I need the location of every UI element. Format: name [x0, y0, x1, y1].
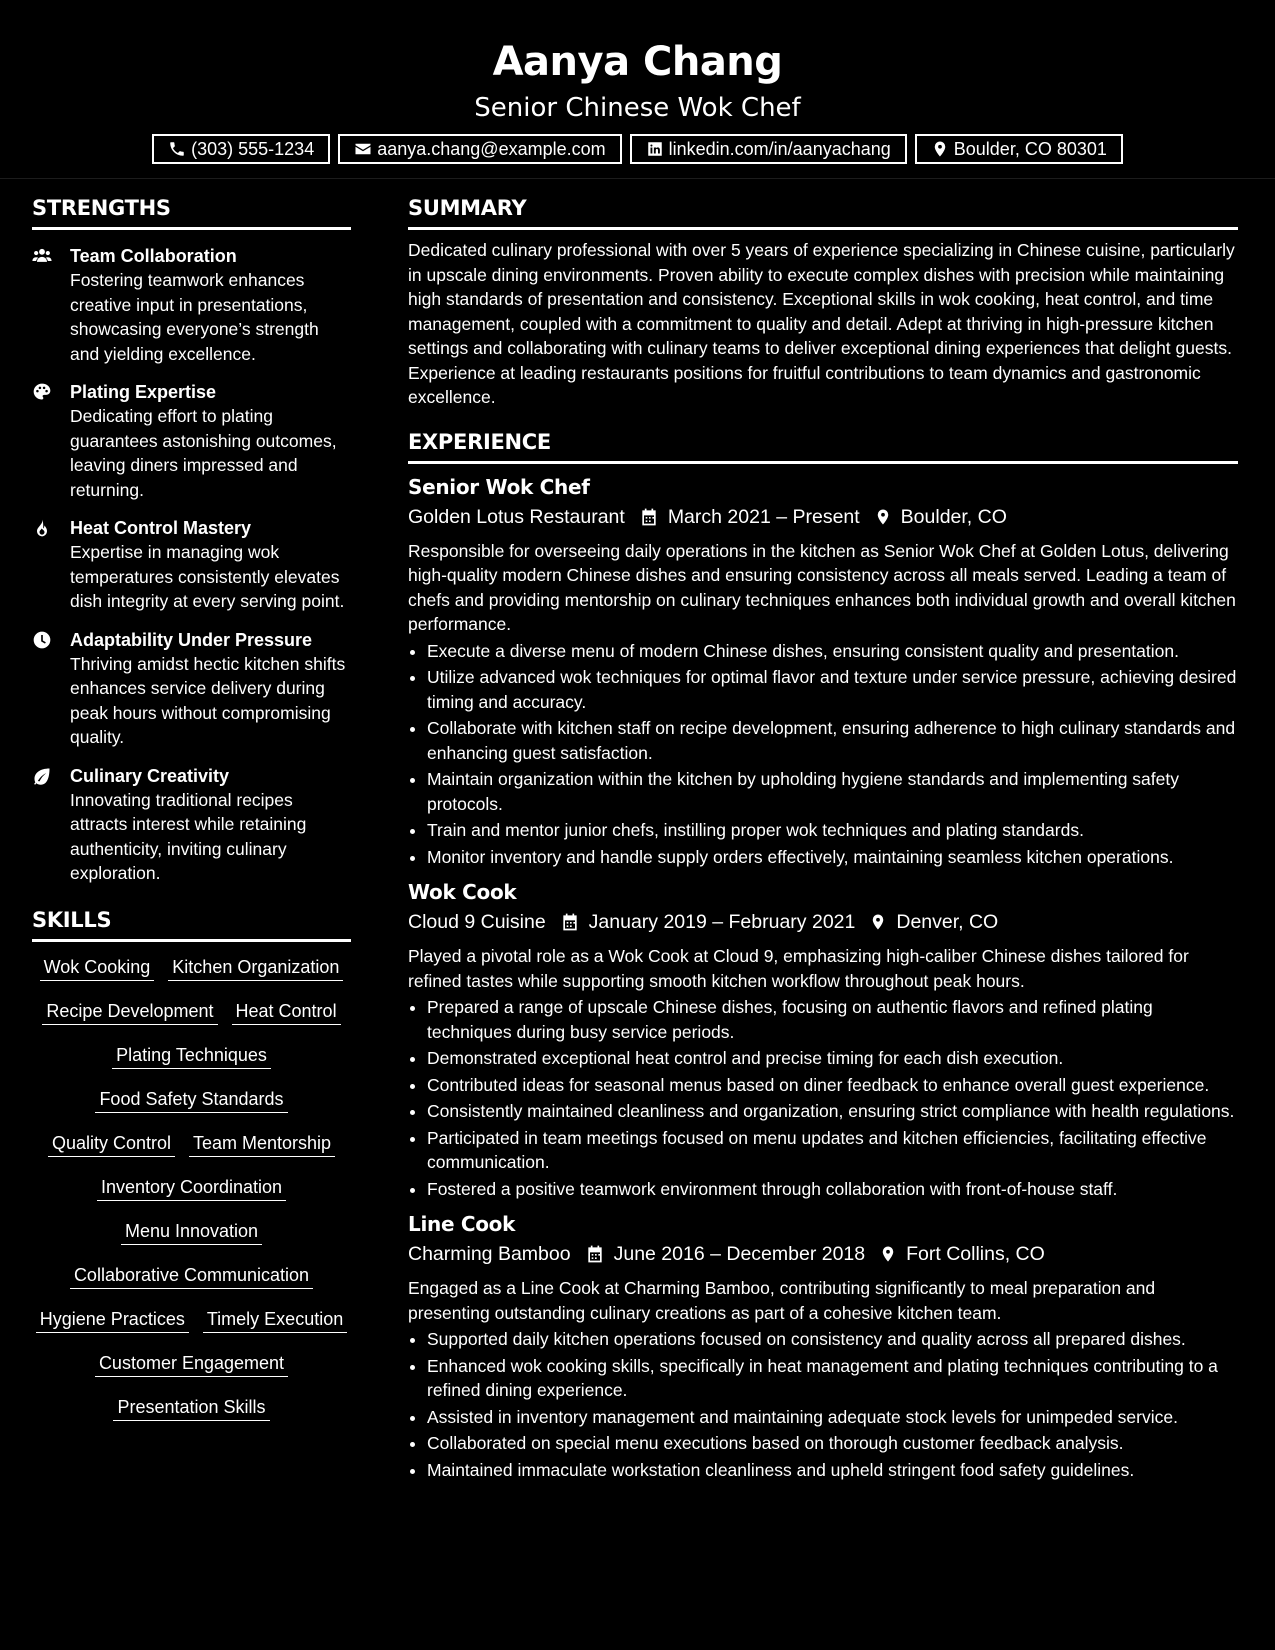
job-title: Line Cook — [408, 1212, 516, 1236]
job-description: Engaged as a Line Cook at Charming Bamboo, contributing significantly to meal preparation and presenting outstanding culinary creations as part of a cohesive kitchen team. — [408, 1278, 1156, 1323]
strength-item — [32, 764, 351, 886]
job-bullet: • Maintain organization within the kitchen by upholding hygiene standards and implementing safety protocols. — [427, 767, 1238, 816]
contact-email[interactable] — [338, 134, 621, 164]
skill-tag: Presentation Skills — [113, 1396, 269, 1421]
map-marker-icon — [869, 912, 887, 932]
job-bullets — [408, 1327, 1238, 1482]
skill-tag: Timely Execution — [203, 1308, 347, 1333]
strength-title: Culinary Creativity — [70, 765, 230, 786]
clock-icon — [32, 630, 52, 650]
skills-heading: SKILLS — [32, 910, 351, 942]
phone-icon — [168, 140, 186, 158]
candidate-name: Aanya Chang — [492, 39, 783, 85]
skill-tag: Food Safety Standards — [95, 1088, 287, 1113]
job-entry — [408, 879, 1238, 1201]
contact-linkedin[interactable] — [630, 134, 907, 164]
job-location: Fort Collins, CO — [906, 1243, 1045, 1265]
experience-heading: EXPERIENCE — [408, 432, 1238, 464]
job-bullet: • Prepared a range of upscale Chinese dishes, focusing on authentic flavors and refined plating techniques during busy service periods. — [427, 995, 1238, 1044]
job-bullet: • Enhanced wok cooking skills, specifically in heat management and plating techniques contributing to a refined dining experience. — [427, 1354, 1238, 1403]
job-bullet: • Execute a diverse menu of modern Chinese dishes, ensuring consistent quality and presentation. — [427, 639, 1238, 664]
summary-heading: SUMMARY — [408, 198, 1238, 230]
job-meta — [408, 1240, 1238, 1268]
left-column — [32, 198, 351, 1421]
location-text: Boulder, CO 80301 — [953, 138, 1107, 159]
job-meta — [408, 503, 1238, 531]
strength-desc: Fostering teamwork enhances creative input in presentations, showcasing everyone’s strength and yielding excellence. — [70, 270, 319, 364]
job-bullet: • Monitor inventory and handle supply orders effectively, maintaining seamless kitchen operations. — [427, 845, 1238, 870]
resume-header — [0, 0, 1275, 179]
strength-item — [32, 628, 351, 750]
job-bullet: • Participated in team meetings focused on menu updates and kitchen efficiencies, facilitating effective communication. — [427, 1126, 1238, 1175]
skill-tag: Collaborative Communication — [70, 1264, 313, 1289]
calendar-icon — [639, 507, 659, 527]
strength-title: Plating Expertise — [70, 382, 217, 402]
map-marker-icon — [931, 140, 949, 158]
job-location: Denver, CO — [896, 911, 999, 933]
email-text: aanya.chang@example.com — [377, 138, 606, 159]
contact-phone[interactable] — [152, 134, 330, 164]
job-bullet: • Consistently maintained cleanliness and organization, ensuring strict compliance with health regulations. — [427, 1099, 1238, 1124]
users-icon — [32, 246, 52, 266]
job-bullet: • Assisted in inventory management and maintaining adequate stock levels for unimpeded service. — [427, 1405, 1238, 1430]
palette-icon — [32, 382, 52, 402]
skill-tag: Quality Control — [48, 1132, 175, 1157]
skill-tag: Kitchen Organization — [168, 956, 343, 981]
job-company: Charming Bamboo — [408, 1243, 571, 1265]
contact-location[interactable] — [915, 134, 1123, 164]
job-bullet: • Supported daily kitchen operations focused on consistency and quality across all prepared dishes. — [427, 1327, 1238, 1352]
job-entry — [408, 1211, 1238, 1482]
strength-title: Adaptability Under Pressure — [70, 629, 313, 650]
linkedin-icon — [646, 140, 664, 158]
job-bullet: • Utilize advanced wok techniques for optimal flavor and texture under service pressure, achieving desired timing and accuracy. — [427, 665, 1238, 714]
strengths-list — [32, 244, 351, 886]
fire-icon — [32, 518, 52, 538]
job-bullets — [408, 639, 1238, 870]
job-bullets — [408, 995, 1238, 1201]
job-company: Golden Lotus Restaurant — [408, 505, 625, 528]
leaf-icon — [32, 766, 52, 786]
strength-title: Team Collaboration — [70, 246, 237, 266]
strength-item — [32, 516, 351, 614]
skill-tag: Team Mentorship — [189, 1132, 335, 1157]
strength-item — [32, 380, 351, 502]
job-description: Responsible for overseeing daily operations in the kitchen as Senior Wok Chef at Golden Lotus, delivering high-quality modern Chinese dishes and ensuring consistency across all meals served. Leading a team of chefs and providing mentorship on culinary techniques enhances both individual growth and overall kitchen performance. — [408, 540, 1236, 634]
skill-tag: Heat Control — [232, 1000, 341, 1025]
job-dates: June 2016 – December 2018 — [613, 1243, 866, 1265]
job-dates: January 2019 – February 2021 — [588, 911, 856, 933]
job-meta — [408, 908, 1238, 936]
job-company: Cloud 9 Cuisine — [408, 911, 546, 933]
job-dates: March 2021 – Present — [667, 505, 860, 528]
job-location: Boulder, CO — [900, 505, 1007, 528]
skill-tag: Plating Techniques — [112, 1044, 271, 1069]
candidate-role: Senior Chinese Wok Chef — [474, 93, 801, 123]
strength-desc: Expertise in managing wok temperatures consistently elevates dish integrity at every serving point. — [70, 542, 345, 611]
job-bullet: • Train and mentor junior chefs, instilling proper wok techniques and plating standards. — [427, 818, 1238, 843]
linkedin-text: linkedin.com/in/aanyachang — [668, 138, 891, 159]
job-bullet: • Collaborated on special menu executions based on thorough customer feedback analysis. — [427, 1431, 1238, 1456]
skill-tag: Menu Innovation — [121, 1220, 262, 1245]
skill-tag: Wok Cooking — [40, 956, 155, 981]
skill-tag: Customer Engagement — [95, 1352, 288, 1377]
calendar-icon — [585, 1244, 605, 1264]
job-bullet: • Contributed ideas for seasonal menus based on diner feedback to enhance overall guest experience. — [427, 1073, 1238, 1098]
job-bullet: • Demonstrated exceptional heat control and precise timing for each dish execution. — [427, 1046, 1238, 1071]
summary-text: Dedicated culinary professional with over 5 years of experience specializing in Chinese cuisine, particularly in upscale dining environments. Proven ability to execute complex dishes with precision while maintaining high standards of presentation and consistency. Exceptional skills in wok cooking, heat control, and time management, coupled with a commitment to quality and detail. Adept at thriving in high-pressure kitchen settings and collaborating with culinary teams to deliver exceptional dining experiences that delight guests. Experience at leading restaurants positions for fruitful contributions to team dynamics and gastronomic excellence. — [408, 240, 1235, 407]
job-bullet: • Maintained immaculate workstation cleanliness and upheld stringent food safety guidelines. — [427, 1458, 1238, 1483]
map-marker-icon — [879, 1244, 897, 1264]
job-description: Played a pivotal role as a Wok Cook at Cloud 9, emphasizing high-caliber Chinese dishes tailored for refined tastes while supporting smooth kitchen workflow throughout peak hours. — [408, 946, 1189, 991]
map-marker-icon — [874, 507, 892, 527]
skill-tag: Hygiene Practices — [36, 1308, 189, 1333]
contact-bar — [0, 134, 1275, 164]
job-title: Wok Cook — [408, 880, 517, 904]
strength-title: Heat Control Mastery — [70, 518, 252, 538]
skills-list — [32, 956, 351, 1421]
skill-tag: Inventory Coordination — [97, 1176, 286, 1201]
calendar-icon — [560, 912, 580, 932]
phone-text: (303) 555-1234 — [191, 138, 315, 159]
strength-desc: Innovating traditional recipes attracts interest while retaining authenticity, inviting culinary exploration. — [70, 789, 307, 883]
job-entry — [408, 474, 1238, 870]
envelope-icon — [354, 140, 372, 158]
job-bullet: • Collaborate with kitchen staff on recipe development, ensuring adherence to high culinary standards and enhancing guest satisfaction. — [427, 716, 1238, 765]
job-bullet: • Fostered a positive teamwork environment through collaboration with front-of-house staff. — [427, 1177, 1238, 1202]
strength-desc: Dedicating effort to plating guarantees astonishing outcomes, leaving diners impressed and returning. — [70, 406, 337, 500]
skill-tag: Recipe Development — [42, 1000, 217, 1025]
strength-item — [32, 244, 351, 366]
job-title: Senior Wok Chef — [408, 474, 590, 499]
strength-desc: Thriving amidst hectic kitchen shifts enhances service delivery during peak hours without compromising quality. — [70, 653, 346, 747]
strengths-heading: STRENGTHS — [32, 198, 351, 230]
right-column — [408, 198, 1238, 1484]
